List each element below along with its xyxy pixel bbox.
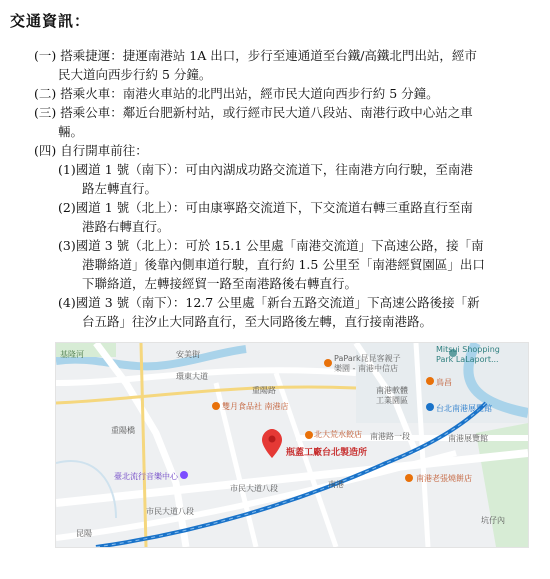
- item-text: 捷運南港站 1A 出口，步行至連通道至台鐵/高鐵北門出站，經市: [122, 48, 477, 63]
- map-label: 工業園區: [376, 396, 408, 405]
- item-text: 鄰近台肥新村站，或行經市民大道八段站、南港行政中心站之車: [122, 105, 473, 120]
- map-label: 市民大道八段: [230, 484, 278, 493]
- item-head: 搭乘捷運：: [60, 48, 123, 63]
- item-head: 自行開車前往：: [60, 143, 148, 158]
- poi-label[interactable]: Park LaLaport...: [436, 355, 499, 364]
- route-label: (4): [58, 295, 76, 310]
- map-label: 昆陽: [76, 529, 92, 538]
- drive-route-1-cont: 路左轉直行。: [82, 181, 158, 196]
- drive-route-3-cont2: 下聯絡道，左轉接經貿一路至南港路後右轉直行。: [82, 276, 358, 291]
- poi-marker-food[interactable]: [212, 402, 220, 410]
- poi-label[interactable]: Mitsui Shopping: [436, 345, 500, 354]
- section-title: 交通資訊：: [10, 12, 91, 30]
- poi-marker-music[interactable]: [180, 471, 188, 479]
- item-label: (二): [34, 86, 57, 101]
- route-label: (3): [58, 238, 76, 253]
- drive-route-3: [58, 236, 534, 255]
- map-label: 南港軟體: [376, 386, 408, 395]
- route-text: 國道 3 號（北上）：可於 15.1 公里處「南港交流道」下高速公路，接「南: [75, 238, 484, 253]
- map-label: 坑仔內: [481, 516, 505, 525]
- map-label: 基隆河: [60, 350, 84, 359]
- transit-item-mrt: [34, 46, 534, 65]
- poi-label[interactable]: 樂園 - 南港中信店: [334, 364, 398, 373]
- poi-label[interactable]: 鳥昌: [436, 378, 452, 387]
- route-text: 國道 1 號（南下）：可由內湖成功路交流道下，往南港方向行駛，至南港: [75, 162, 473, 177]
- map-label: 市民大道八段: [146, 507, 194, 516]
- item-head: 搭乘火車：: [60, 86, 123, 101]
- transit-item-bus-cont: 輛。: [58, 124, 84, 139]
- transit-item-bus: [34, 103, 534, 122]
- route-label: (2): [58, 200, 76, 215]
- drive-route-4: [58, 293, 534, 312]
- item-label: (四): [34, 143, 57, 158]
- poi-label[interactable]: 臺北流行音樂中心: [114, 472, 178, 481]
- drive-route-4-cont: 台五路」往汐止大同路直行，至大同路後左轉，直行接南港路。: [82, 314, 433, 329]
- destination-label[interactable]: 瓶蓋工廠台北製造所: [286, 448, 368, 458]
- map-label: 重陽路: [252, 386, 276, 395]
- poi-label[interactable]: 台北南港展覽館: [436, 404, 492, 413]
- location-map[interactable]: [55, 342, 529, 548]
- poi-label[interactable]: 南港老張燒餅店: [416, 474, 472, 483]
- transit-item-mrt-cont: 民大道向西步行約 5 分鐘。: [58, 67, 212, 82]
- map-label: 南港路一段: [370, 432, 410, 441]
- poi-marker-park[interactable]: [324, 359, 332, 367]
- poi-label[interactable]: 北大荒水餃店: [314, 430, 362, 439]
- poi-marker-shop[interactable]: [426, 377, 434, 385]
- drive-route-1: [58, 160, 534, 179]
- item-label: (三): [34, 105, 57, 120]
- poi-marker-expo[interactable]: [426, 403, 434, 411]
- map-label: 環東大道: [176, 372, 208, 381]
- item-text: 南港火車站的北門出站，經市民大道向西步行約 5 分鐘。: [122, 86, 439, 101]
- item-head: 搭乘公車：: [60, 105, 123, 120]
- drive-route-2: [58, 198, 534, 217]
- poi-label[interactable]: 雙月食品社 南港店: [222, 402, 289, 411]
- transit-item-train: [34, 84, 534, 103]
- route-text: 國道 3 號（南下）：12.7 公里處「新台五路交流道」下高速公路後接「新: [75, 295, 480, 310]
- map-label: 南港: [328, 480, 344, 489]
- poi-label[interactable]: PaPark昆昆客親子: [334, 354, 401, 363]
- drive-route-3-cont: 港聯絡道」後靠內側車道行駛，直行約 1.5 公里至「南港經貿園區」出口: [82, 257, 485, 272]
- route-label: (1): [58, 162, 76, 177]
- drive-route-2-cont: 港路右轉直行。: [82, 219, 170, 234]
- map-label: 安美街: [176, 350, 200, 359]
- poi-marker-food[interactable]: [305, 431, 313, 439]
- route-text: 國道 1 號（北上）：可由康寧路交流道下，下交流道右轉三重路直行至南: [75, 200, 473, 215]
- item-label: (一): [34, 48, 57, 63]
- poi-marker-food[interactable]: [405, 474, 413, 482]
- map-label: 南港展覽館: [448, 434, 488, 443]
- map-label: 重陽橋: [111, 426, 135, 435]
- transit-item-drive: [34, 141, 534, 160]
